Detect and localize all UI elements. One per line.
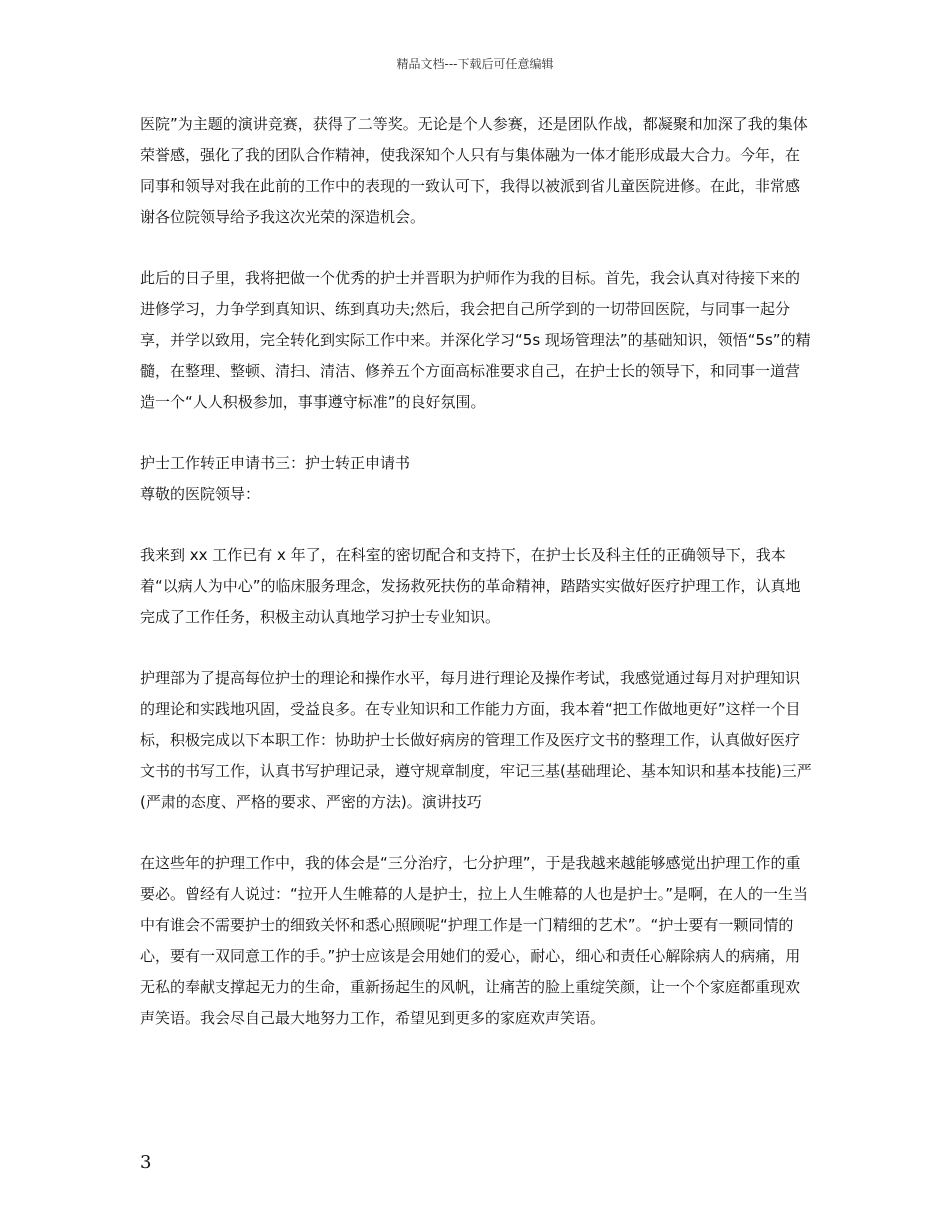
- document-body: [140, 109, 812, 1034]
- paragraph-training-duties: 护理部为了提高每位护士的理论和操作水平，每月进行理论及操作考试，我感觉通过每月对护理知识的理论和实践地巩固，受益良多。在专业知识和工作能力方面，我本着“把工作做地更好”这样一个目标，积极完成以下本职工作：协助护士长做好病房的管理工作及医疗文书的整理工作，认真做好医疗文书的书写工作，认真书写护理记录，遵守规章制度，牢记三基(基础理论、基本知识和基本技能)三严(严肃的态度、严格的要求、严密的方法)。演讲技巧: [140, 669, 812, 811]
- paragraph-spacer: [140, 510, 812, 540]
- paragraph-work-summary: 我来到 xx 工作已有 x 年了，在科室的密切配合和支持下，在护士长及科主任的正确领导下，我本着“以病人为中心”的临床服务理念，发扬救死扶伤的革命精神，踏踏实实做好医疗护理工作，认真地完成了工作任务，积极主动认真地学习护士专业知识。: [140, 546, 801, 626]
- paragraph-spacer: [140, 633, 812, 663]
- page-number: 3: [140, 1152, 152, 1173]
- paragraph-spacer: [140, 418, 812, 448]
- paragraph-future-goals: 此后的日子里，我将把做一个优秀的护士并晋职为护师作为我的目标。首先，我会认真对待接下来的进修学习，力争学到真知识、练到真功夫;然后，我会把自己所学到的一切带回医院，与同事一起分享，并学以致用，完全转化到实际工作中来。并深化学习“5s 现场管理法”的基础知识，领悟“5s”的精髓，在整理、整顿、清扫、清洁、修养五个方面高标准要求自己，在护士长的领导下，和同事一道营造一个“人人积极参加，事事遵守标准”的良好氛围。: [140, 269, 811, 411]
- page-header: 精品文档---下载后可任意编辑: [396, 57, 554, 71]
- paragraph-spacer: [140, 818, 812, 848]
- paragraph-nursing-reflection: 在这些年的护理工作中，我的体会是“三分治疗，七分护理”，于是我越来越能够感觉出护理工作的重要必。曾经有人说过：“拉开人生帷幕的人是护士，拉上人生帷幕的人也是护士。”是啊，在人的一生当中有谁会不需要护士的细致关怀和悉心照顾呢“护理工作是一门精细的艺术”。“护士要有一颗同情的心，要有一双同意工作的手。”护士应该是会用她们的爱心，耐心，细心和责任心解除病人的病痛，用无私的奉献支撑起无力的生命，重新扬起生的风帆，让痛苦的脸上重绽笑颜，让一个个家庭都重现欢声笑语。我会尽自己最大地努力工作，希望见到更多的家庭欢声笑语。: [140, 854, 809, 1027]
- salutation: 尊敬的医院领导：: [140, 485, 261, 503]
- paragraph-competition-award: 医院”为主题的演讲竞赛，获得了二等奖。无论是个人参赛，还是团队作战，都凝聚和加深了我的集体荣誉感，强化了我的团队合作精神，使我深知个人只有与集体融为一体才能形成最大合力。今年，在同事和领导对我在此前的工作中的表现的一致认可下，我得以被派到省儿童医院进修。在此，非常感谢各位院领导给予我这次光荣的深造机会。: [140, 115, 808, 226]
- paragraph-spacer: [140, 233, 812, 263]
- section-title: 护士工作转正申请书三：护士转正申请书: [140, 454, 411, 472]
